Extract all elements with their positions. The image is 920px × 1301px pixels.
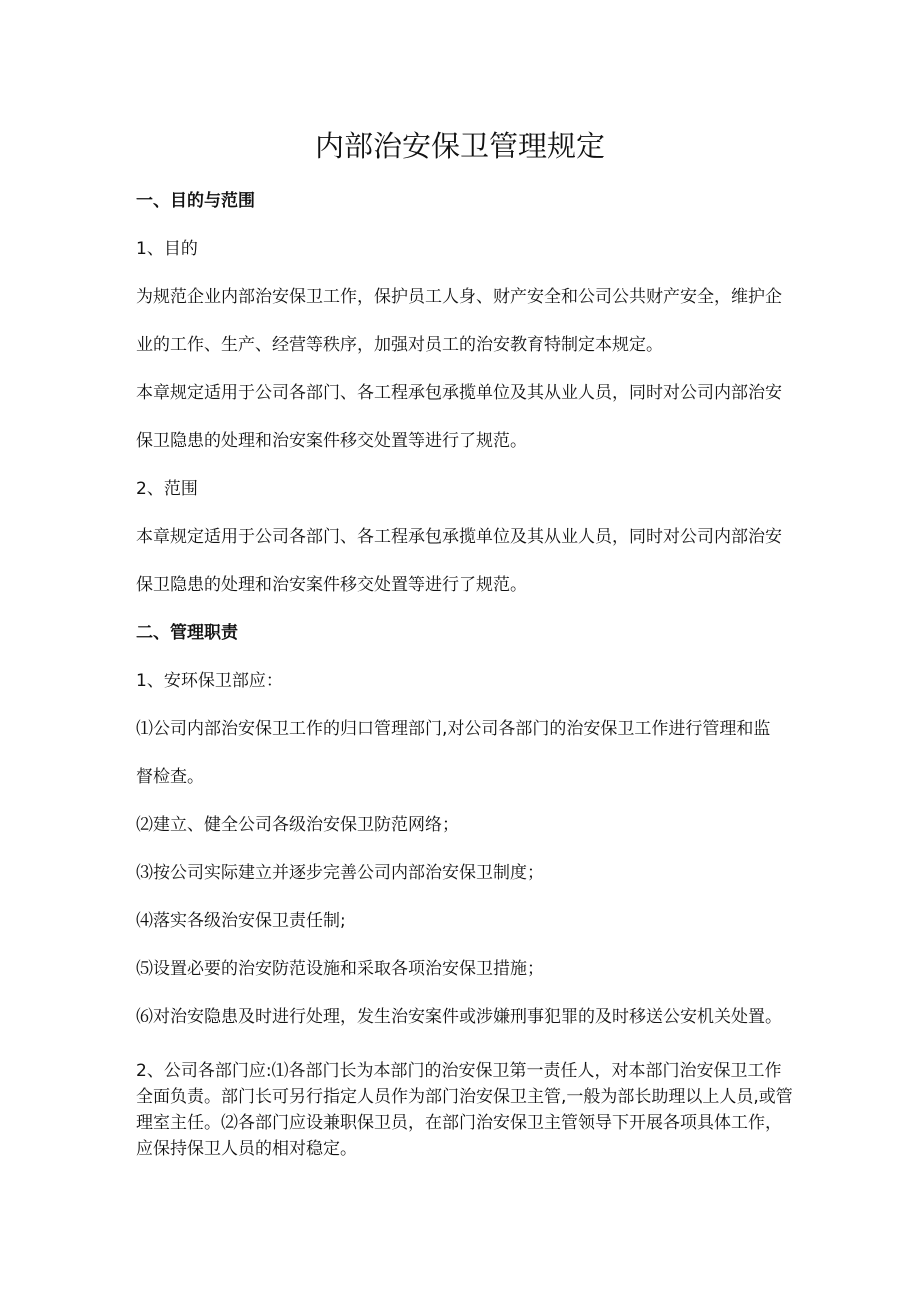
paragraph-line: 理室主任。⑵各部门应设兼职保卫员，在部门治安保卫主管领导下开展各项具体工作， (136, 1113, 782, 1133)
paragraph-line: 本章规定适用于公司各部门、各工程承包承揽单位及其从业人员，同时对公司内部治安 (136, 527, 782, 547)
section-heading-purpose-scope: 一、目的与范围 (136, 191, 255, 211)
list-item: ⑸设置必要的治安防范设施和采取各项治安保卫措施； (136, 959, 544, 979)
list-item-line: 督检查。 (136, 767, 204, 787)
list-item: ⑶按公司实际建立并逐步完善公司内部治安保卫制度； (136, 863, 544, 883)
paragraph-line: 保卫隐患的处理和治安案件移交处置等进行了规范。 (136, 575, 527, 595)
list-item-line: ⑴公司内部治安保卫工作的归口管理部门,对公司各部门的治安保卫工作进行管理和监 (136, 719, 771, 739)
subheading-purpose: 1、目的 (136, 239, 198, 259)
document-title: 内部治安保卫管理规定 (314, 129, 605, 163)
subheading-scope: 2、范围 (136, 479, 198, 499)
paragraph-line: 业的工作、生产、经营等秩序，加强对员工的治安教育特制定本规定。 (136, 335, 663, 355)
list-item: ⑵建立、健全公司各级治安保卫防范网络； (136, 815, 459, 835)
paragraph-line: 为规范企业内部治安保卫工作，保护员工人身、财产安全和公司公共财产安全，维护企 (136, 287, 782, 307)
paragraph-line: 应保持保卫人员的相对稳定。 (136, 1139, 357, 1159)
subheading-security-dept: 1、安环保卫部应： (136, 671, 283, 691)
paragraph-line: 全面负责。部门长可另行指定人员作为部门治安保卫主管,一般为部长助理以上人员,或管 (136, 1087, 793, 1107)
list-item: ⑷落实各级治安保卫责任制; (136, 911, 346, 931)
paragraph-departments (136, 1058, 793, 1162)
section-heading-responsibilities: 二、管理职责 (136, 623, 238, 643)
list-item: ⑹对治安隐患及时进行处理，发生治安案件或涉嫌刑事犯罪的及时移送公安机关处置。 (136, 1007, 782, 1027)
paragraph-line: 本章规定适用于公司各部门、各工程承包承揽单位及其从业人员，同时对公司内部治安 (136, 383, 782, 403)
paragraph-line: 2、公司各部门应:⑴各部门长为本部门的治安保卫第一责任人，对本部门治安保卫工作 (136, 1061, 782, 1081)
paragraph-line: 保卫隐患的处理和治安案件移交处置等进行了规范。 (136, 431, 527, 451)
